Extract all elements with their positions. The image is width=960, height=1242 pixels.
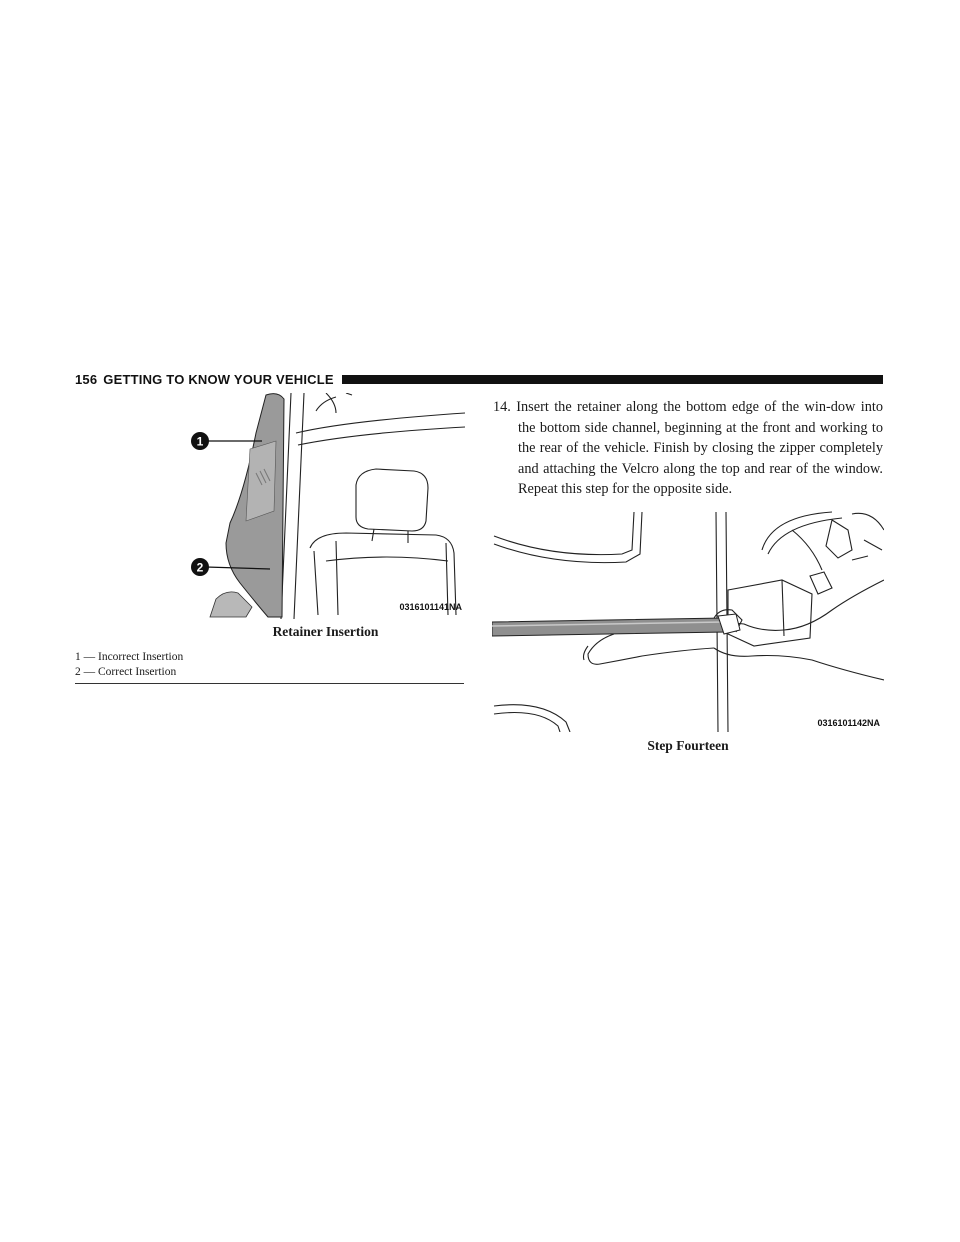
callout-2-marker bbox=[191, 558, 209, 576]
svg-text:2: 2 bbox=[196, 560, 204, 575]
step-14-text bbox=[493, 397, 883, 500]
page-number: 156 bbox=[75, 371, 98, 387]
figure-legend bbox=[75, 650, 464, 684]
step-fourteen-illustration bbox=[492, 510, 884, 732]
legend-item-1: 1 — Incorrect Insertion bbox=[75, 651, 184, 663]
header-rule bbox=[342, 375, 883, 384]
figure-caption: Step Fourteen bbox=[647, 738, 729, 753]
page-header bbox=[75, 370, 883, 388]
figure-caption: Retainer Insertion bbox=[272, 624, 379, 639]
step-14 bbox=[493, 397, 883, 500]
figure-code: 0316101142NA bbox=[817, 718, 880, 728]
section-title: GETTING TO KNOW YOUR VEHICLE bbox=[103, 371, 334, 387]
callout-1-marker bbox=[191, 432, 209, 450]
step-body: Insert the retainer along the bottom edge of the win-dow into the bottom side channel, beginning at the front and working to the rear of the vehicle. Finish by closing the zipper completely and attaching the Velcro along the top and rear of the window. Repeat this step for the opposite side. bbox=[516, 399, 883, 497]
svg-text:1: 1 bbox=[196, 434, 204, 449]
step-number: 14. bbox=[493, 399, 511, 415]
figure-code: 0316101141NA bbox=[399, 602, 462, 612]
legend-item-2: 2 — Correct Insertion bbox=[75, 666, 177, 678]
retainer-insertion-illustration bbox=[186, 393, 465, 619]
